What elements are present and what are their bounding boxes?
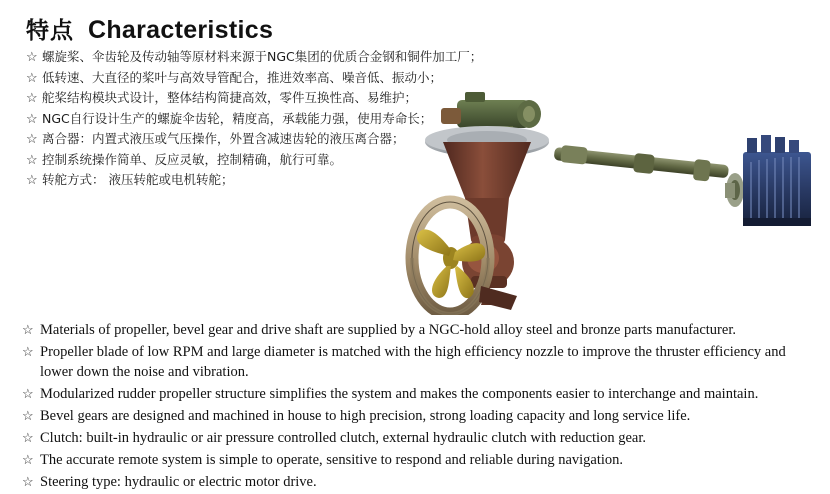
list-item [22, 428, 812, 448]
list-item [22, 342, 812, 382]
list-item-label: 控制系统操作简单、反应灵敏，控制精确，航行可靠。 [42, 151, 343, 167]
list-item-label: Materials of propeller, bevel gear and drive shaft are supplied by a NGC-hold alloy steel and bronze parts manufacturer. [40, 322, 736, 338]
star-icon: ☆ [22, 322, 34, 337]
star-icon: ☆ [26, 151, 38, 167]
page-title-english: Characteristics [88, 16, 274, 44]
shaft-coupling [725, 173, 744, 207]
list-item [22, 450, 812, 470]
star-icon: ☆ [22, 344, 34, 359]
list-item-label: Propeller blade of low RPM and large diameter is matched with the high efficiency nozzle to improve the thruster efficiency and lower down the noise and vibration. [40, 344, 786, 380]
list-item [22, 320, 812, 340]
skeg-fin [479, 286, 517, 310]
star-icon: ☆ [22, 474, 34, 489]
list-item-label: Steering type: hydraulic or electric motor drive. [40, 474, 317, 490]
star-icon: ☆ [22, 430, 34, 445]
list-item-label: 低转速、大直径的桨叶与高效导管配合，推进效率高、噪音低、振动小； [42, 69, 443, 85]
star-icon: ☆ [26, 131, 38, 146]
list-item-label: 舵桨结构模块式设计，整体结构简捷高效，零件互换性高、易维护； [42, 90, 418, 105]
list-item-label: Modularized rudder propeller structure simplifies the system and makes the components easier to interchange and maintain. [40, 386, 759, 402]
list-item-label: 离合器：内置式液压或气压操作，外置含减速齿轮的液压离合器； [42, 131, 405, 146]
star-icon: ☆ [22, 452, 34, 467]
list-item [22, 384, 812, 404]
list-item-label: The accurate remote system is simple to operate, sensitive to respond and reliable during navigation. [40, 452, 624, 468]
list-item [26, 48, 506, 65]
page-title [26, 12, 273, 45]
list-item [22, 406, 812, 426]
page-title-chinese: 特点 [26, 18, 74, 44]
list-item [26, 69, 506, 86]
star-icon: ☆ [22, 386, 34, 401]
star-icon: ☆ [26, 172, 38, 187]
list-item-label: Bevel gears are designed and machined in house to high precision, strong loading capacity and long service life. [40, 408, 691, 424]
engine-block [743, 135, 811, 226]
star-icon: ☆ [22, 408, 34, 423]
azimuth-thruster-diagram [395, 90, 815, 315]
star-icon: ☆ [26, 49, 38, 64]
drive-shaft-group [554, 145, 729, 182]
star-icon: ☆ [26, 90, 38, 105]
list-item [22, 472, 812, 492]
english-feature-list [22, 320, 812, 494]
list-item-label: NGC自行设计生产的螺旋伞齿轮，精度高，承载能力强，使用寿命长； [42, 110, 433, 126]
list-item-label: Clutch: built-in hydraulic or air pressure controlled clutch, external hydraulic clutch with reduction gear. [40, 430, 646, 446]
star-icon: ☆ [26, 110, 38, 126]
list-item-label: 螺旋桨、伞齿轮及传动轴等原材料来源于NGC集团的优质合金钢和铜件加工厂； [42, 49, 483, 64]
product-illustration [395, 90, 815, 315]
star-icon: ☆ [26, 69, 38, 85]
list-item-label: 转舵方式： 液压转舵或电机转舵； [42, 172, 234, 187]
